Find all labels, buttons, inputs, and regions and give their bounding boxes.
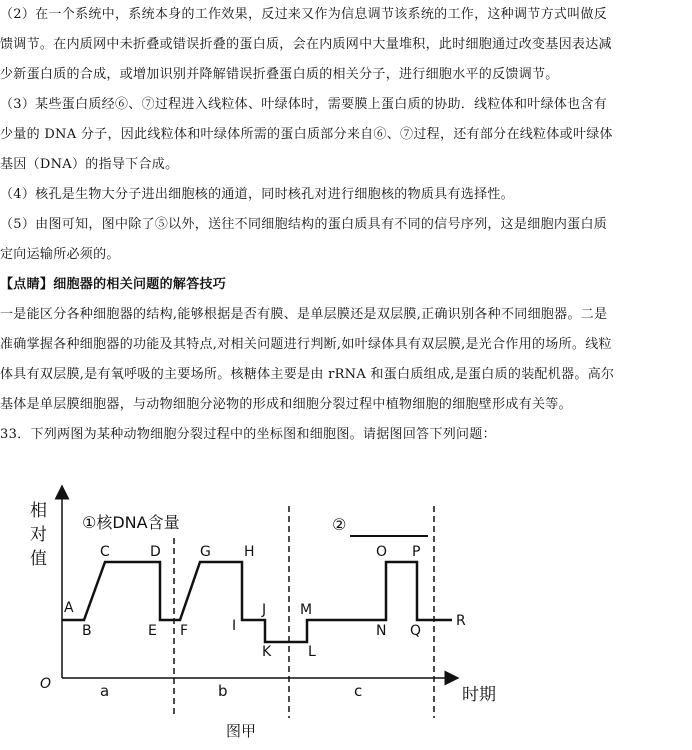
para-5-line-1: （5）由图可知，图中除了⑤以外，送往不同细胞结构的蛋白质具有不同的信号序列，这是细胞内蛋白质: [0, 217, 608, 232]
stage-b-label: b: [218, 682, 228, 700]
point-label-h: H: [244, 544, 255, 560]
dna-content-curve: [62, 562, 452, 642]
para-5-line-2: 定向运输所必须的。: [0, 247, 120, 262]
tip-line-3: 体具有双层膜,是有氧呼吸的主要场所。核糖体主要是由 rRNA 和蛋白质组成,是蛋白质的装配机器。高尔: [0, 367, 615, 382]
tip-heading: 【点睛】细胞器的相关问题的解答技巧: [0, 277, 227, 292]
point-label-a: A: [64, 600, 74, 616]
origin-label: O: [40, 676, 52, 692]
y-label-2: 对: [30, 525, 47, 545]
para-2-line-3: 少新蛋白质的合成，或增加识别并降解错误折叠蛋白质的相关分子，进行细胞水平的反馈调节。: [0, 67, 559, 82]
point-label-k: K: [262, 644, 272, 660]
point-label-l: L: [308, 644, 316, 660]
point-label-r: R: [456, 613, 466, 629]
question-33: 33．下列两图为某种动物细胞分裂过程中的坐标图和细胞图。请据图回答下列问题：: [0, 427, 496, 442]
para-3-line-2: 少量的 DNA 分子，因此线粒体和叶绿体所需的蛋白质部分来自⑥、⑦过程，还有部分在线粒体或叶绿体: [0, 127, 613, 142]
curve-2-label: ②: [332, 515, 347, 534]
point-label-n: N: [376, 623, 387, 639]
point-label-c: C: [100, 544, 110, 560]
point-label-q: Q: [410, 623, 422, 639]
curve-1-label: ①核DNA含量: [82, 513, 180, 532]
point-label-m: M: [300, 602, 313, 618]
point-label-p: P: [412, 544, 421, 560]
para-2-line-1: （2）在一个系统中，系统本身的工作效果，反过来又作为信息调节该系统的工作，这种调节方式叫做反: [0, 7, 608, 22]
para-4-line-1: （4）核孔是生物大分子进出细胞核的通道，同时核孔对进行细胞核的物质具有选择性。: [0, 187, 514, 202]
point-label-e: E: [148, 623, 157, 639]
point-label-g: G: [200, 544, 211, 560]
point-label-i: I: [232, 618, 237, 634]
y-label-3: 值: [30, 549, 47, 569]
tip-line-1: 一是能区分各种细胞器的结构,能够根据是否有膜、是单层膜还是双层膜,正确识别各种不同细胞器。二是: [0, 307, 608, 322]
stage-c-label: c: [354, 682, 363, 700]
tip-line-2: 准确掌握各种细胞器的功能及其特点,对相关问题进行判断,如叶绿体具有双层膜,是光合作用的场所。线粒: [0, 337, 612, 352]
point-label-d: D: [150, 544, 161, 560]
tip-line-4: 基体是单层膜细胞器，与动物细胞分泌物的形成和细胞分裂过程中植物细胞的细胞壁形成有关等。: [0, 397, 572, 412]
y-label-1: 相: [30, 501, 47, 521]
para-3-line-1: （3）某些蛋白质经⑥、⑦过程进入线粒体、叶绿体时，需要膜上蛋白质的协助．线粒体和叶绿体也含有: [0, 97, 608, 112]
x-label: 时期: [462, 685, 496, 705]
point-label-b: B: [82, 623, 92, 639]
figure-jia: [0, 470, 692, 750]
figure-caption: 图甲: [226, 722, 257, 740]
stage-a-label: a: [100, 682, 110, 700]
point-label-j: J: [262, 602, 267, 618]
para-3-line-3: 基因（DNA）的指导下合成。: [0, 157, 179, 172]
point-label-o: O: [376, 544, 388, 560]
point-label-f: F: [180, 623, 189, 639]
para-2-line-2: 馈调节。在内质网中未折叠或错误折叠的蛋白质，会在内质网中大量堆积，此时细胞通过改变基因表达减: [0, 37, 612, 52]
